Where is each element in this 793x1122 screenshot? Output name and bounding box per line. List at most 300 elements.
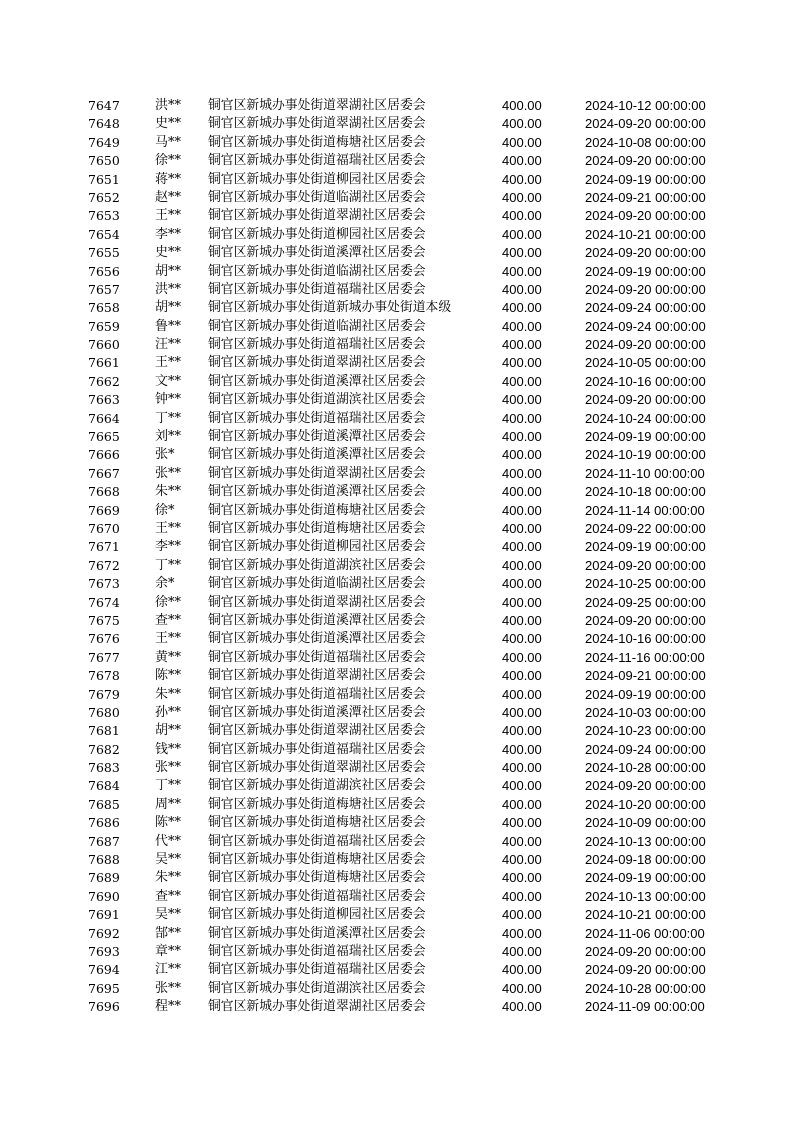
table-row	[88, 557, 728, 575]
recipient-name: 李**	[155, 539, 182, 555]
organization: 铜官区新城办事处街道福瑞社区居委会	[208, 686, 426, 702]
amount: 400.00	[502, 245, 542, 261]
payment-date: 2024-10-19 00:00:00	[585, 447, 706, 463]
table-row	[88, 649, 728, 667]
payment-date: 2024-09-24 00:00:00	[585, 318, 706, 334]
payment-date: 2024-09-20 00:00:00	[585, 392, 706, 408]
row-id: 7668	[88, 484, 120, 500]
amount: 400.00	[502, 612, 542, 628]
amount: 400.00	[502, 484, 542, 500]
row-id: 7680	[88, 704, 120, 720]
amount: 400.00	[502, 907, 542, 923]
table-row	[88, 483, 728, 501]
table-row	[88, 998, 728, 1016]
recipient-name: 徐**	[155, 594, 182, 610]
amount: 400.00	[502, 649, 542, 665]
recipient-name: 徐**	[155, 153, 182, 169]
amount: 400.00	[502, 539, 542, 555]
organization: 铜官区新城办事处街道福瑞社区居委会	[208, 410, 426, 426]
payment-date: 2024-09-24 00:00:00	[585, 741, 706, 757]
table-row	[88, 318, 728, 336]
table-row	[88, 465, 728, 483]
table-row	[88, 428, 728, 446]
organization: 铜官区新城办事处街道翠湖社区居委会	[208, 98, 426, 113]
amount: 400.00	[502, 815, 542, 831]
row-id: 7651	[88, 171, 120, 187]
recipient-name: 徐*	[155, 502, 175, 518]
organization: 铜官区新城办事处街道福瑞社区居委会	[208, 337, 426, 353]
organization: 铜官区新城办事处街道福瑞社区居委会	[208, 281, 426, 297]
row-id: 7675	[88, 612, 120, 628]
amount: 400.00	[502, 631, 542, 647]
row-id: 7665	[88, 429, 120, 445]
payment-date: 2024-10-18 00:00:00	[585, 484, 706, 500]
table-row	[88, 814, 728, 832]
payment-date: 2024-11-16 00:00:00	[585, 649, 705, 665]
organization: 铜官区新城办事处街道梅塘社区居委会	[208, 502, 426, 518]
recipient-name: 郜**	[155, 925, 182, 941]
payment-date: 2024-09-20 00:00:00	[585, 962, 706, 978]
payment-date: 2024-09-20 00:00:00	[585, 943, 706, 959]
payment-date: 2024-10-16 00:00:00	[585, 373, 706, 389]
payment-date: 2024-10-24 00:00:00	[585, 410, 706, 426]
payment-date: 2024-10-23 00:00:00	[585, 723, 706, 739]
organization: 铜官区新城办事处街道柳园社区居委会	[208, 171, 426, 187]
row-id: 7685	[88, 796, 120, 812]
table-row	[88, 171, 728, 189]
amount: 400.00	[502, 189, 542, 205]
row-id: 7694	[88, 962, 120, 978]
payment-date: 2024-09-19 00:00:00	[585, 429, 706, 445]
organization: 铜官区新城办事处街道梅塘社区居委会	[208, 134, 426, 150]
row-id: 7653	[88, 208, 120, 224]
table-row	[88, 391, 728, 409]
recipient-name: 江**	[155, 962, 182, 978]
row-id: 7679	[88, 686, 120, 702]
payment-date: 2024-09-21 00:00:00	[585, 668, 706, 684]
row-id: 7683	[88, 760, 120, 776]
recipient-name: 查**	[155, 888, 182, 904]
amount: 400.00	[502, 520, 542, 536]
organization: 铜官区新城办事处街道溪潭社区居委会	[208, 245, 426, 261]
row-id: 7695	[88, 980, 120, 996]
table-row	[88, 207, 728, 225]
organization: 铜官区新城办事处街道溪潭社区居委会	[208, 612, 426, 628]
amount: 400.00	[502, 465, 542, 481]
row-id: 7667	[88, 465, 120, 481]
table-row	[88, 667, 728, 685]
recipient-name: 钟**	[155, 392, 182, 408]
amount: 400.00	[502, 594, 542, 610]
table-row	[88, 115, 728, 133]
amount: 400.00	[502, 796, 542, 812]
recipient-name: 胡**	[155, 723, 182, 739]
organization: 铜官区新城办事处街道福瑞社区居委会	[208, 649, 426, 665]
organization: 铜官区新城办事处街道湖滨社区居委会	[208, 778, 426, 794]
recipient-name: 丁**	[155, 410, 182, 426]
table-row	[88, 943, 728, 961]
table-row	[88, 980, 728, 998]
organization: 铜官区新城办事处街道翠湖社区居委会	[208, 668, 426, 684]
row-id: 7661	[88, 355, 120, 371]
recipient-name: 汪**	[155, 337, 182, 353]
row-id: 7687	[88, 833, 120, 849]
row-id: 7669	[88, 502, 120, 518]
recipient-name: 胡**	[155, 300, 182, 316]
payment-date: 2024-09-20 00:00:00	[585, 208, 706, 224]
amount: 400.00	[502, 704, 542, 720]
recipient-name: 黄**	[155, 649, 182, 665]
amount: 400.00	[502, 852, 542, 868]
payment-date: 2024-10-13 00:00:00	[585, 833, 706, 849]
recipient-name: 朱**	[155, 686, 182, 702]
recipient-name: 鲁**	[155, 318, 182, 334]
payment-date: 2024-11-14 00:00:00	[585, 502, 705, 518]
organization: 铜官区新城办事处街道柳园社区居委会	[208, 907, 426, 923]
payment-date: 2024-09-20 00:00:00	[585, 281, 706, 297]
table-row	[88, 189, 728, 207]
table-row	[88, 281, 728, 299]
table-row	[88, 925, 728, 943]
payment-date: 2024-10-13 00:00:00	[585, 888, 706, 904]
organization: 铜官区新城办事处街道翠湖社区居委会	[208, 355, 426, 371]
amount: 400.00	[502, 925, 542, 941]
amount: 400.00	[502, 668, 542, 684]
row-id: 7690	[88, 888, 120, 904]
payment-date: 2024-09-19 00:00:00	[585, 263, 706, 279]
amount: 400.00	[502, 116, 542, 132]
row-id: 7663	[88, 392, 120, 408]
payment-date: 2024-10-08 00:00:00	[585, 134, 706, 150]
recipient-name: 余*	[155, 576, 175, 592]
payment-date: 2024-09-20 00:00:00	[585, 337, 706, 353]
recipient-name: 吴**	[155, 852, 182, 868]
row-id: 7657	[88, 281, 120, 297]
table-row	[88, 796, 728, 814]
amount: 400.00	[502, 300, 542, 316]
organization: 铜官区新城办事处街道翠湖社区居委会	[208, 760, 426, 776]
payment-date: 2024-09-19 00:00:00	[585, 686, 706, 702]
organization: 铜官区新城办事处街道溪潭社区居委会	[208, 447, 426, 463]
organization: 铜官区新城办事处街道福瑞社区居委会	[208, 153, 426, 169]
amount: 400.00	[502, 281, 542, 297]
organization: 铜官区新城办事处街道溪潭社区居委会	[208, 373, 426, 389]
organization: 铜官区新城办事处街道翠湖社区居委会	[208, 594, 426, 610]
table-row	[88, 833, 728, 851]
payment-date: 2024-09-22 00:00:00	[585, 520, 706, 536]
payment-date: 2024-09-20 00:00:00	[585, 557, 706, 573]
recipient-name: 张**	[155, 760, 182, 776]
payment-date: 2024-10-20 00:00:00	[585, 796, 706, 812]
amount: 400.00	[502, 502, 542, 518]
recipient-name: 李**	[155, 226, 182, 242]
organization: 铜官区新城办事处街道临湖社区居委会	[208, 318, 426, 334]
table-row	[88, 520, 728, 538]
amount: 400.00	[502, 557, 542, 573]
recipient-name: 丁**	[155, 557, 182, 573]
payment-date: 2024-09-19 00:00:00	[585, 539, 706, 555]
table-row	[88, 906, 728, 924]
amount: 400.00	[502, 447, 542, 463]
organization: 铜官区新城办事处街道临湖社区居委会	[208, 189, 426, 205]
amount: 400.00	[502, 741, 542, 757]
amount: 400.00	[502, 686, 542, 702]
organization: 铜官区新城办事处街道福瑞社区居委会	[208, 833, 426, 849]
payment-date: 2024-09-21 00:00:00	[585, 189, 706, 205]
recipient-name: 朱**	[155, 870, 182, 886]
row-id: 7696	[88, 999, 120, 1015]
organization: 铜官区新城办事处街道湖滨社区居委会	[208, 980, 426, 996]
row-id: 7692	[88, 925, 120, 941]
row-id: 7676	[88, 631, 120, 647]
recipient-name: 张**	[155, 980, 182, 996]
payment-date: 2024-09-20 00:00:00	[585, 245, 706, 261]
table-row	[88, 244, 728, 262]
row-id: 7670	[88, 520, 120, 536]
row-id: 7664	[88, 410, 120, 426]
amount: 400.00	[502, 943, 542, 959]
amount: 400.00	[502, 355, 542, 371]
row-id: 7662	[88, 373, 120, 389]
amount: 400.00	[502, 723, 542, 739]
row-id: 7674	[88, 594, 120, 610]
payment-date: 2024-10-16 00:00:00	[585, 631, 706, 647]
table-row	[88, 612, 728, 630]
recipient-name: 孙**	[155, 704, 182, 720]
amount: 400.00	[502, 226, 542, 242]
organization: 铜官区新城办事处街道溪潭社区居委会	[208, 631, 426, 647]
recipient-name: 王**	[155, 520, 182, 536]
table-row	[88, 630, 728, 648]
payment-date: 2024-10-05 00:00:00	[585, 355, 706, 371]
payment-date: 2024-11-09 00:00:00	[585, 999, 705, 1015]
payment-date: 2024-09-20 00:00:00	[585, 612, 706, 628]
row-id: 7656	[88, 263, 120, 279]
row-id: 7673	[88, 576, 120, 592]
recipient-name: 蒋**	[155, 171, 182, 187]
organization: 铜官区新城办事处街道临湖社区居委会	[208, 263, 426, 279]
recipient-name: 朱**	[155, 484, 182, 500]
row-id: 7682	[88, 741, 120, 757]
organization: 铜官区新城办事处街道柳园社区居委会	[208, 539, 426, 555]
organization: 铜官区新城办事处街道梅塘社区居委会	[208, 852, 426, 868]
payment-date: 2024-10-28 00:00:00	[585, 980, 706, 996]
table-row	[88, 759, 728, 777]
amount: 400.00	[502, 999, 542, 1015]
table-row	[88, 594, 728, 612]
table-row	[88, 263, 728, 281]
organization: 铜官区新城办事处街道梅塘社区居委会	[208, 870, 426, 886]
recipient-name: 丁**	[155, 778, 182, 794]
organization: 铜官区新城办事处街道福瑞社区居委会	[208, 888, 426, 904]
payment-date: 2024-10-03 00:00:00	[585, 704, 706, 720]
table-row	[88, 336, 728, 354]
payment-date: 2024-10-25 00:00:00	[585, 576, 706, 592]
organization: 铜官区新城办事处街道临湖社区居委会	[208, 576, 426, 592]
organization: 铜官区新城办事处街道翠湖社区居委会	[208, 116, 426, 132]
recipient-name: 章**	[155, 943, 182, 959]
recipient-name: 陈**	[155, 815, 182, 831]
amount: 400.00	[502, 888, 542, 904]
table-row	[88, 97, 728, 115]
table-row	[88, 741, 728, 759]
organization: 铜官区新城办事处街道新城办事处街道本级	[208, 300, 452, 316]
recipient-name: 陈**	[155, 668, 182, 684]
amount: 400.00	[502, 870, 542, 886]
table-row	[88, 961, 728, 979]
amount: 400.00	[502, 833, 542, 849]
row-id: 7684	[88, 778, 120, 794]
recipient-name: 代**	[155, 833, 182, 849]
recipient-name: 赵**	[155, 189, 182, 205]
organization: 铜官区新城办事处街道梅塘社区居委会	[208, 520, 426, 536]
payment-date: 2024-10-12 00:00:00	[585, 98, 706, 113]
row-id: 7691	[88, 907, 120, 923]
row-id: 7659	[88, 318, 120, 334]
amount: 400.00	[502, 337, 542, 353]
row-id: 7652	[88, 189, 120, 205]
organization: 铜官区新城办事处街道湖滨社区居委会	[208, 392, 426, 408]
table-row	[88, 446, 728, 464]
amount: 400.00	[502, 318, 542, 334]
amount: 400.00	[502, 208, 542, 224]
table-row	[88, 869, 728, 887]
row-id: 7658	[88, 300, 120, 316]
amount: 400.00	[502, 98, 542, 113]
amount: 400.00	[502, 134, 542, 150]
organization: 铜官区新城办事处街道溪潭社区居委会	[208, 429, 426, 445]
table-row	[88, 704, 728, 722]
recipient-name: 程**	[155, 999, 182, 1015]
amount: 400.00	[502, 760, 542, 776]
organization: 铜官区新城办事处街道翠湖社区居委会	[208, 465, 426, 481]
payment-date: 2024-09-20 00:00:00	[585, 778, 706, 794]
table-row	[88, 134, 728, 152]
payment-date: 2024-10-21 00:00:00	[585, 226, 706, 242]
recipient-name: 查**	[155, 612, 182, 628]
payment-date: 2024-10-21 00:00:00	[585, 907, 706, 923]
payment-date: 2024-10-09 00:00:00	[585, 815, 706, 831]
table-row	[88, 373, 728, 391]
recipient-name: 张**	[155, 465, 182, 481]
table-row	[88, 888, 728, 906]
amount: 400.00	[502, 171, 542, 187]
payment-date: 2024-09-20 00:00:00	[585, 116, 706, 132]
organization: 铜官区新城办事处街道翠湖社区居委会	[208, 723, 426, 739]
organization: 铜官区新城办事处街道湖滨社区居委会	[208, 557, 426, 573]
row-id: 7693	[88, 943, 120, 959]
row-id: 7648	[88, 116, 120, 132]
amount: 400.00	[502, 153, 542, 169]
row-id: 7654	[88, 226, 120, 242]
amount: 400.00	[502, 410, 542, 426]
row-id: 7650	[88, 153, 120, 169]
row-id: 7678	[88, 668, 120, 684]
table-row	[88, 410, 728, 428]
row-id: 7647	[88, 98, 120, 113]
organization: 铜官区新城办事处街道梅塘社区居委会	[208, 815, 426, 831]
payment-date: 2024-11-06 00:00:00	[585, 925, 705, 941]
amount: 400.00	[502, 980, 542, 996]
table-row	[88, 152, 728, 170]
recipient-name: 刘**	[155, 429, 182, 445]
recipient-name: 史**	[155, 116, 182, 132]
recipient-name: 王**	[155, 208, 182, 224]
organization: 铜官区新城办事处街道溪潭社区居委会	[208, 704, 426, 720]
recipient-name: 钱**	[155, 741, 182, 757]
payment-date: 2024-10-28 00:00:00	[585, 760, 706, 776]
recipient-name: 马**	[155, 134, 182, 150]
organization: 铜官区新城办事处街道梅塘社区居委会	[208, 796, 426, 812]
recipient-name: 周**	[155, 796, 182, 812]
row-id: 7689	[88, 870, 120, 886]
row-id: 7686	[88, 815, 120, 831]
table-row	[88, 354, 728, 372]
organization: 铜官区新城办事处街道福瑞社区居委会	[208, 943, 426, 959]
organization: 铜官区新城办事处街道翠湖社区居委会	[208, 208, 426, 224]
payment-date: 2024-09-24 00:00:00	[585, 300, 706, 316]
row-id: 7677	[88, 649, 120, 665]
organization: 铜官区新城办事处街道柳园社区居委会	[208, 226, 426, 242]
recipient-name: 洪**	[155, 281, 182, 297]
organization: 铜官区新城办事处街道溪潭社区居委会	[208, 925, 426, 941]
row-id: 7688	[88, 852, 120, 868]
payment-date: 2024-09-18 00:00:00	[585, 852, 706, 868]
recipient-name: 王**	[155, 631, 182, 647]
organization: 铜官区新城办事处街道福瑞社区居委会	[208, 962, 426, 978]
amount: 400.00	[502, 263, 542, 279]
organization: 铜官区新城办事处街道翠湖社区居委会	[208, 999, 426, 1015]
payment-date: 2024-11-10 00:00:00	[585, 465, 705, 481]
amount: 400.00	[502, 429, 542, 445]
table-row	[88, 686, 728, 704]
row-id: 7655	[88, 245, 120, 261]
payment-date: 2024-09-20 00:00:00	[585, 153, 706, 169]
amount: 400.00	[502, 576, 542, 592]
row-id: 7649	[88, 134, 120, 150]
table-row	[88, 226, 728, 244]
payment-date: 2024-09-25 00:00:00	[585, 594, 706, 610]
amount: 400.00	[502, 392, 542, 408]
recipient-name: 史**	[155, 245, 182, 261]
recipient-name: 文**	[155, 373, 182, 389]
organization: 铜官区新城办事处街道溪潭社区居委会	[208, 484, 426, 500]
row-id: 7671	[88, 539, 120, 555]
amount: 400.00	[502, 962, 542, 978]
table-row	[88, 502, 728, 520]
recipient-name: 胡**	[155, 263, 182, 279]
table-row	[88, 299, 728, 317]
recipient-name: 吴**	[155, 907, 182, 923]
organization: 铜官区新城办事处街道福瑞社区居委会	[208, 741, 426, 757]
table-row	[88, 722, 728, 740]
recipient-name: 王**	[155, 355, 182, 371]
table-row	[88, 777, 728, 795]
recipient-name: 张*	[155, 447, 175, 463]
row-id: 7666	[88, 447, 120, 463]
payment-date: 2024-09-19 00:00:00	[585, 870, 706, 886]
row-id: 7660	[88, 337, 120, 353]
payment-date: 2024-09-19 00:00:00	[585, 171, 706, 187]
table-row	[88, 538, 728, 556]
recipient-name: 洪**	[155, 98, 182, 113]
amount: 400.00	[502, 373, 542, 389]
table-row	[88, 851, 728, 869]
row-id: 7681	[88, 723, 120, 739]
row-id: 7672	[88, 557, 120, 573]
amount: 400.00	[502, 778, 542, 794]
table-row	[88, 575, 728, 593]
